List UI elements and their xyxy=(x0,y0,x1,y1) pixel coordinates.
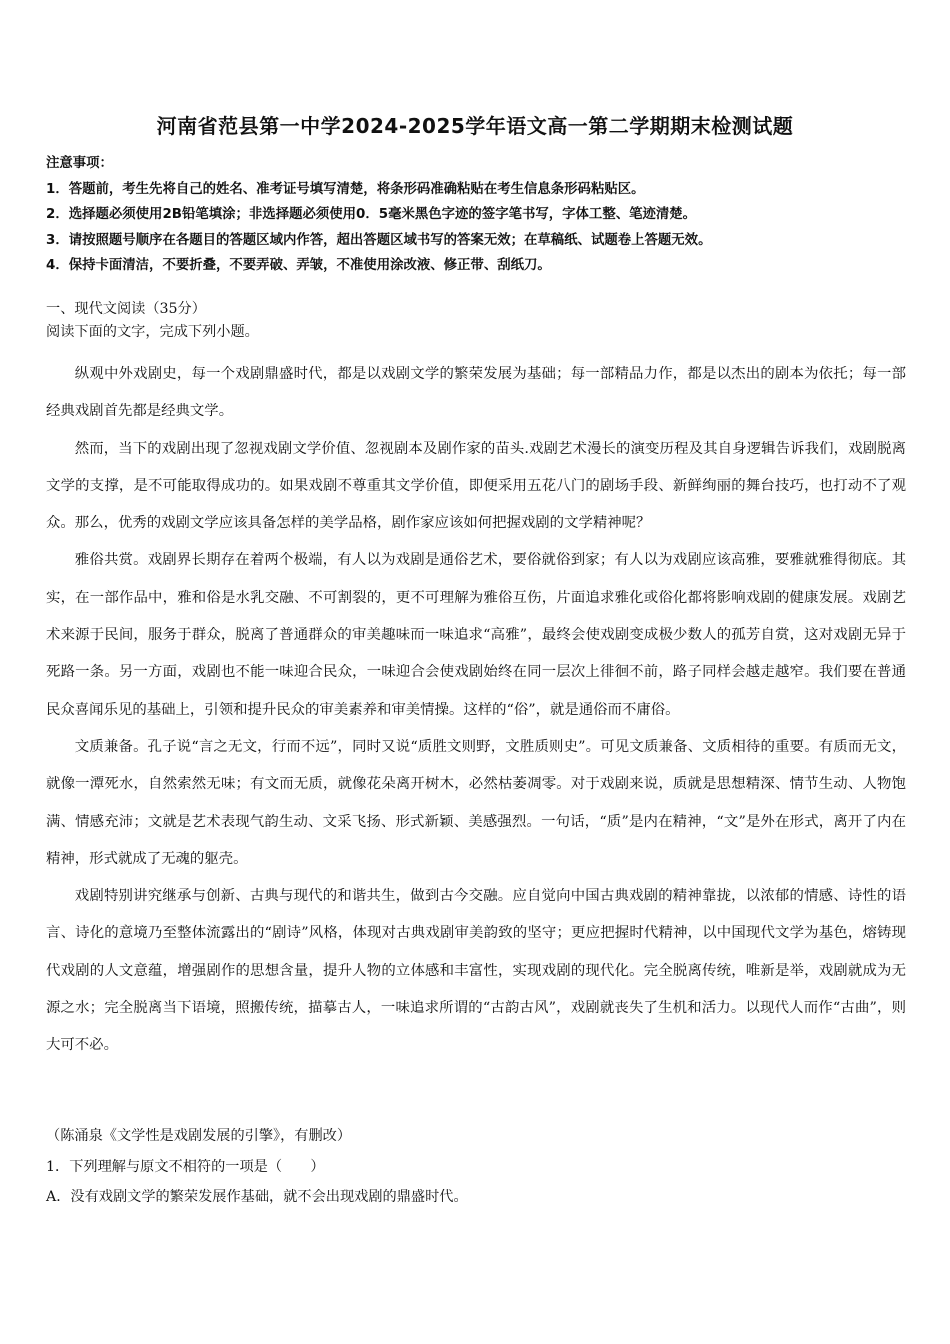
passage-source: （陈涌泉《文学性是戏剧发展的引擎》，有删改） xyxy=(46,1128,352,1144)
notice-item: 4．保持卡面清洁，不要折叠，不要弄破、弄皱，不准使用涂改液、修正带、刮纸刀。 xyxy=(46,258,551,273)
section-heading: 一、现代文阅读（35分） xyxy=(46,301,206,317)
notice-block xyxy=(46,151,916,279)
passage-paragraph: 纵观中外戏剧史，每一个戏剧鼎盛时代，都是以戏剧文学的繁荣发展为基础；每一部精品力作，都是以杰出的剧本为依托；每一部经典戏剧首先都是经典文学。 xyxy=(46,366,906,420)
passage-paragraph: 然而，当下的戏剧出现了忽视戏剧文学价值、忽视剧本及剧作家的苗头.戏剧艺术漫长的演变历程及其自身逻辑告诉我们，戏剧脱离文学的支撑，是不可能取得成功的。如果戏剧不尊重其文学价值，即便采用五花八门的剧场手段、新鲜绚丽的舞台技巧，也打动不了观众。那么，优秀的戏剧文学应该具备怎样的美学品格，剧作家应该如何把握戏剧的文学精神呢？ xyxy=(46,440,906,532)
notice-item: 2．选择题必须使用2B铅笔填涂；非选择题必须使用0．5毫米黑色字迹的签字笔书写，字体工整、笔迹清楚。 xyxy=(46,207,697,222)
section-instruction: 阅读下面的文字，完成下列小题。 xyxy=(46,324,259,340)
question-option: A．没有戏剧文学的繁荣发展作基础，就不会出现戏剧的鼎盛时代。 xyxy=(46,1189,468,1205)
passage-paragraph: 戏剧特别讲究继承与创新、古典与现代的和谐共生，做到古今交融。应自觉向中国古典戏剧的精神靠拢，以浓郁的情感、诗性的语言、诗化的意境乃至整体流露出的“剧诗”风格，体现对古典戏剧审美韵致的坚守；更应把握时代精神，以中国现代文学为基色，熔铸现代戏剧的人文意蕴，增强剧作的思想含量，提升人物的立体感和丰富性，实现戏剧的现代化。完全脱离传统，唯新是举，戏剧就成为无源之水；完全脱离当下语境，照搬传统，描摹古人，一味追求所谓的“古韵古风”，戏剧就丧失了生机和活力。以现代人而作“古曲”，则大可不必。 xyxy=(46,888,906,1054)
page-title: 河南省范县第一中学2024-2025学年语文高一第二学期期末检测试题 xyxy=(156,114,794,138)
notice-item: 1．答题前，考生先将自己的姓名、准考证号填写清楚，将条形码准确粘贴在考生信息条形码粘贴区。 xyxy=(46,181,645,197)
notice-item: 3．请按照题号顺序在各题目的答题区域内作答，超出答题区域书写的答案无效；在草稿纸、试题卷上答题无效。 xyxy=(46,232,712,248)
question-stem: 1．下列理解与原文不相符的一项是（ ） xyxy=(46,1158,325,1175)
notice-heading: 注意事项： xyxy=(46,156,113,171)
reading-passage xyxy=(46,356,906,1065)
section-header xyxy=(46,298,916,344)
passage-paragraph: 文质兼备。孔子说“言之无文，行而不远”，同时又说“质胜文则野，文胜质则史”。可见文质兼备、文质相待的重要。有质而无文，就像一潭死水，自然索然无味；有文而无质，就像花朵离开树木，必然枯萎凋零。对于戏剧来说，质就是思想精深、情节生动、人物饱满、情感充沛；文就是艺术表现气韵生动、文采飞扬、形式新颖、美感强烈。一句话，“质”是内在精神，“文”是外在形式，离开了内在精神，形式就成了无魂的躯壳。 xyxy=(46,738,906,867)
passage-paragraph: 雅俗共赏。戏剧界长期存在着两个极端，有人以为戏剧是通俗艺术，要俗就俗到家；有人以为戏剧应该高雅，要雅就雅得彻底。其实，在一部作品中，雅和俗是水乳交融、不可割裂的，更不可理解为雅俗互伤，片面追求雅化或俗化都将影响戏剧的健康发展。戏剧艺术来源于民间，服务于群众，脱离了普通群众的审美趣味而一味追求“高雅”，最终会使戏剧变成极少数人的孤芳自赏，这对戏剧无异于死路一条。另一方面，戏剧也不能一味迎合民众，一味迎合会使戏剧始终在同一层次上徘徊不前，路子同样会越走越窄。我们要在普通民众喜闻乐见的基础上，引领和提升民众的审美素养和审美情操。这样的“俗”，就是通俗而不庸俗。 xyxy=(46,552,906,718)
question-block xyxy=(46,1121,916,1213)
